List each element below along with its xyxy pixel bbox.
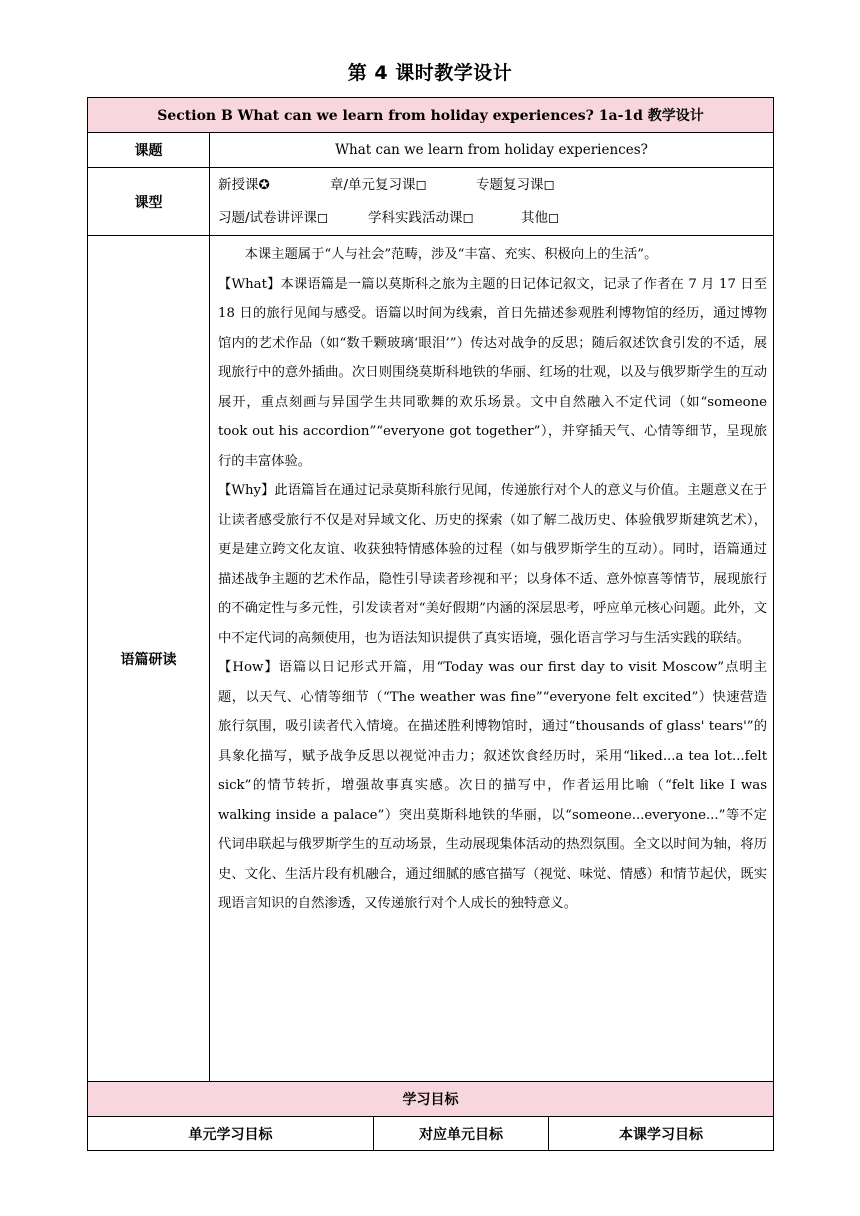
option-other: 其他◻ <box>521 209 560 226</box>
lesson-type-row <box>88 168 774 236</box>
how-paragraph: 【How】语篇以日记形式开篇，用“Today was our first day to visit Moscow”点明主题，以天气、心情等细节（“The weather was fine”“everyone felt excited”）快速营造旅行氛围，吸引读者代入情境。在描述胜利博物馆时，通过“thousands of glass' tears'”的具象化描写，赋予战争反思以视觉冲击力；叙述饮食经历时，采用“liked...a tea lot...felt sick”的情节转折，增强故事真实感。次日的描写中，作者运用比喻（“felt like I was walking inside a palace”）突出莫斯科地铁的华丽，以“someone...everyone...”等不定代词串联起与俄罗斯学生的互动场景，生动展现集体活动的热烈氛围。全文以时间为轴，将历史、文化、生活片段有机融合，通过细腻的感官描写（视觉、味觉、情感）和情节起伏，既实现语言知识的自然渗透，又传递旅行对个人成长的独特意义。 <box>218 660 768 911</box>
lesson-design-table <box>87 97 774 1151</box>
topic-value: What can we learn from holiday experiences? <box>210 133 774 168</box>
lesson-type-options <box>210 168 774 236</box>
lesson-objectives-col: 本课学习目标 <box>549 1117 774 1151</box>
lesson-type-line-2 <box>218 202 765 235</box>
theme-paragraph: 本课主题属于“人与社会”范畴，涉及“丰富、充实、积极向上的生活”。 <box>244 247 658 262</box>
objectives-header: 学习目标 <box>88 1082 774 1117</box>
option-topic-review: 专题复习课◻ <box>476 176 555 193</box>
objectives-header-row <box>88 1082 774 1117</box>
lesson-type-label: 课型 <box>88 168 210 236</box>
what-paragraph: 【What】本课语篇是一篇以莫斯科之旅为主题的日记体记叙文，记录了作者在 7 月 17 日至 18 日的旅行见闻与感受。语篇以时间为线索，首日先描述参观胜利博物馆的经历，通过博物馆内的艺术作品（如“数千颗玻璃‘眼泪’”）传达对战争的反思；随后叙述饮食引发的不适，展现旅行中的意外插曲。次日则围绕莫斯科地铁的华丽、红场的壮观，以及与俄罗斯学生的互动展开，重点刻画与异国学生共同歌舞的欢乐场景。文中自然融入不定代词（如“someone took out his accordion”“everyone got together”），并穿插天气、心情等细节，呈现旅行的丰富体验。 <box>218 276 768 469</box>
text-analysis-content <box>210 236 774 1082</box>
table-header: Section B What can we learn from holiday experiences? 1a-1d 教学设计 <box>88 98 774 133</box>
table-header-row <box>88 98 774 133</box>
unit-objectives-col: 单元学习目标 <box>88 1117 374 1151</box>
option-unit-review: 章/单元复习课◻ <box>330 176 427 193</box>
option-exercise-review: 习题/试卷讲评课◻ <box>218 209 329 226</box>
text-analysis-row <box>88 236 774 1082</box>
option-practice-activity: 学科实践活动课◻ <box>368 209 474 226</box>
topic-row <box>88 133 774 168</box>
text-analysis-label: 语篇研读 <box>88 236 210 1082</box>
document-title: 第 4 课时教学设计 <box>347 62 513 84</box>
objectives-columns-row <box>88 1117 774 1151</box>
why-paragraph: 【Why】此语篇旨在通过记录莫斯科旅行见闻，传递旅行对个人的意义与价值。主题意义在于让读者感受旅行不仅是对异域文化、历史的探索（如了解二战历史、体验俄罗斯建筑艺术），更是建立跨文化友谊、收获独特情感体验的过程（如与俄罗斯学生的互动）。同时，语篇通过描述战争主题的艺术作品，隐性引导读者珍视和平；以身体不适、意外惊喜等情节，展现旅行的不确定性与多元性，引发读者对“美好假期”内涵的深层思考，呼应单元核心问题。此外，文中不定代词的高频使用，也为语法知识提供了真实语境，强化语言学习与生活实践的联结。 <box>218 483 768 646</box>
mapped-objectives-col: 对应单元目标 <box>374 1117 549 1151</box>
option-new-lesson: 新授课✪ <box>218 176 270 193</box>
topic-label: 课题 <box>88 133 210 168</box>
lesson-type-line-1 <box>218 169 765 202</box>
